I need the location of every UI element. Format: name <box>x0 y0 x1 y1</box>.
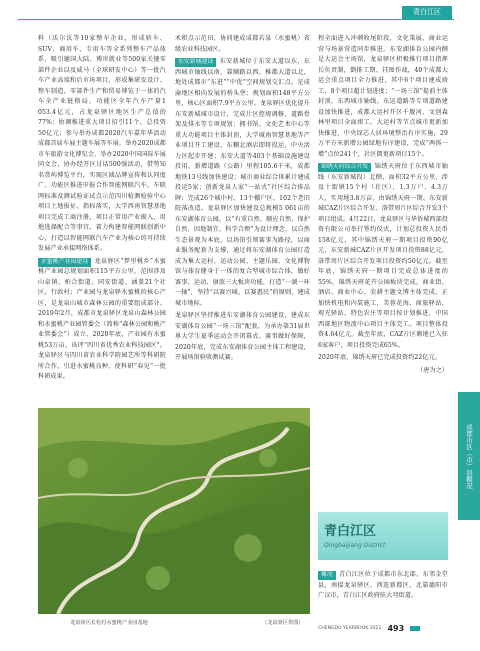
journal-name: CHENGDU YEARBOOK 2021 <box>318 626 382 631</box>
section-title: 青白江区 <box>324 524 377 539</box>
overview-paragraph <box>318 570 448 604</box>
col3-paragraph-1: 程全面进入冲刺收尾阶段，文化策展、商业运营与场景营造同步推进。东安湖体育公园内侧是大运会主场馆，龙泉驿区积极推行项目指挥长负责制，倒排工期、挂图作战，40个成都大运会重点项目全力推进，其中6个项目建成竣工，8个项目超计划进度；“一场三馆”提前主体封顶，东西城市轴线、东运道路等专项道路建设加快推进，成都大运村开区千舰河、文创森林里项目全面竣工，大运村等节点城市更新加快推进，中央绿芯人居环境整治有序实施，29万平方米新增公园绿地有序建设，完成“两拆一增”点位241个，社区微更新项目15个。 <box>318 35 448 158</box>
section-subtitle: Qingbaijiang District <box>324 542 386 549</box>
section-title-banner <box>318 512 448 560</box>
text-column-1 <box>38 34 166 385</box>
photo-credit: （龙泉驿区供图） <box>262 620 304 626</box>
col3-paragraph-3: 2020年底，锦绣天府已完成投资约22亿元。 <box>318 354 441 361</box>
author-signature: （唐为之） <box>417 366 448 374</box>
col1-paragraph-2 <box>38 257 166 383</box>
peach-orchard-aerial-photo <box>38 408 310 614</box>
page-number: 493 <box>387 624 405 633</box>
header-rule <box>18 19 454 20</box>
col2-paragraph-3: 龙泉驿区坚持推进东安湖体育公园建设，建成东安湖体育公园“一场三馆”配套，为承办第31届世界大学生夏季运动会开闭幕式、赛事做好保障，2020年底，完成东安湖体育公园主体工程建设，开展场馆验收测试赛。 <box>175 312 310 361</box>
text-column-2 <box>175 34 310 366</box>
topic-tag-dongan-newtown: 东安新城建设 <box>175 58 216 67</box>
col1-paragraph-2-text: 龙泉驿区“梦里桃乡”水蜜桃产业园总规划面积115平方公里，范围涉及山泉镇、柏合街道、同安街道、涵盖21个社区，行政村；产业园与龙泉驿水蜜桃的核心产区，是龙泉山城市森林公园的重要组成部分。2019年2月，成都市龙泉驿区龙泉山森林公园和水蜜桃产业园管委会（简称“森林公园和桃产业管委会”）成立，2020年底，产业园有水蜜桃53万亩，该评“四川省优秀农业科技园区”。龙泉驿区与四川省农业科学院园艺所等科研院所合作，引进水蜜桃良种，使科研“春见”一批科研成果。 <box>38 257 166 380</box>
col3-paragraph-2-text: 锦绣天府位于东西城市轴线（东安新城段）北侧，面积32平方公里，涉及十街镇15个村（社区），1.3万户、4.3万人，实用地3.8万亩，由锦绣天府一期、东安新城CAZ片区综合开发、洛带周片区综合开发3个项目组成。4月22日，龙泉驿区与华侨城西部投资有限公司举行签约仪式，计划总投资人民币158亿元，其中锦绣天府一期项目投资90亿元，东安新城CAZ片区开发项目投资88亿元，洛带周片区综合开发项目投资约50亿元。截至年底，锦绣天府一期项目完成总体进度的55%，锦绣天府花卉公园板块完成，商业街、酒店、商业中心、农耕主题文博主体完成，正加快机电和内装施工，美蓉花海、商旅驿站、观光驿站、特色农庄等项目按计划推进，中国西部地区物流中心项目主体完工。项目整体投资4.64亿元。截至年底，CAZ片区剩地已入驻6家客户，项目投资完成65%。 <box>318 163 448 349</box>
photo-caption: 龙泉驿区长松村水蜜桃产业园基地 <box>70 620 148 626</box>
side-chapter-tab: 成都市区（市）县概况 <box>458 392 480 520</box>
peach-orchard-photo-illustration <box>38 408 310 614</box>
topic-tag-peach-park: 水蜜桃产业园建设 <box>38 258 91 267</box>
topic-tag-jinxiu-tianfu: 锦绣天府综合开发 <box>318 163 371 172</box>
col3-paragraph-2 <box>318 162 448 351</box>
page-footer <box>318 624 454 633</box>
col1-paragraph-1: 料（沃尔沃等10家整车企业，形成轿车、SUV、商用车、专用车等全系列整车产品体系，吸引德国大陆、博世就业等500家关键零部件企业以及威马（全球研发中心）等一批汽车产业高端和后市场项目，形成集研发设计、整车制造、零部件生产和贸易博览于一体的汽车全产业链格局。功能区全年汽车产量1 053.4亿元，占龙泉驿区地区生产总值的77%；协调推进重大项目招引11个，总投资50亿元；参与举办成都2020汽车嘉年华活动成都首届车展主题车展等车展，举办2020成都市车旅游文化博览会，举办2020中国国际车展同文会，协办经开区讨话500强活动，借势知名赏屿博览平台，实现区域品牌宣传和认同度广。功能区推进申报合作智能网联汽车、车联网标准及测试验证试点示范四川检测检验中心项目土地报征、指标落实，大学西南智慧基地项目完成工商注册，项目正常用产业振入，用地选择配合等事宜，着力构建智能网联创新中心，打造以智能网联汽车产业为核心的可持续发展产业承接网络体系。 <box>38 35 166 252</box>
topic-tag-overview: 概况 <box>318 571 336 580</box>
col2-paragraph-2-text: 东安新城位于东安大道以东，东西城市轴线以南，靠顺路以西，椎都大道以北，地处成都市“东进”“中优”空间规划交汇点，是成渝地区相向发展的桥头堡；规划面积148平方公里，核心区面积7.9平方公里。龙泉驿区优化提升东安新城城市设计，完成片区控规调修、道路骨架及排水等专项规划；拥书馆、文化艺术中心等重大功能项目主体封顶，大学城南智慧基地等产业项目开工建设，东糊北酒店即将投运，中央活力区起步开建；东安大道等403个基础设施建设投用，新增道路（公路）里程105.6千米，成都地铁13号线加快建设；城市商业综合体累计建成投运5家；创新龙泉人家“一站式”社区综合体品牌；完成26个城中村、13个棚户区、102个老旧院落改造。龙泉驿区加快建设总规模5 061亩的东安湖体育公园，以“有重自然、顺应自然、保护自然、因地制宜、科学合理”为设计理念，以自然生态景观为本底，以场馆引领赛事为路径，以商业服务配套为支撑，通过将东安湖体育公园打造成为集大运村、运动公园、主题乐园、文化博物馆与体育健身于一体的复合型城市综合体，做好赛事、运动、康旅三大板块功能，打造“一湖一环一轴”，坚持“以赛兴城、以赛惠民”的原则，建成城市地标。 <box>175 58 310 307</box>
col2-paragraph-2 <box>175 57 310 309</box>
overview-text: 青白江区位于成都市东北部，东邻金堂县，南接龙泉驿区，西连新都区，北靠德阳市广汉市，青白江区政府驻大弯街道。 <box>318 571 448 599</box>
text-column-3 <box>318 34 448 378</box>
section-header-label: 青白江区 <box>402 6 452 19</box>
col2-paragraph-1: 术积点示范田，协同建成成都若泉（水蜜桃）省级农业科技园区。 <box>175 35 310 53</box>
page-marker-bar <box>410 626 420 631</box>
